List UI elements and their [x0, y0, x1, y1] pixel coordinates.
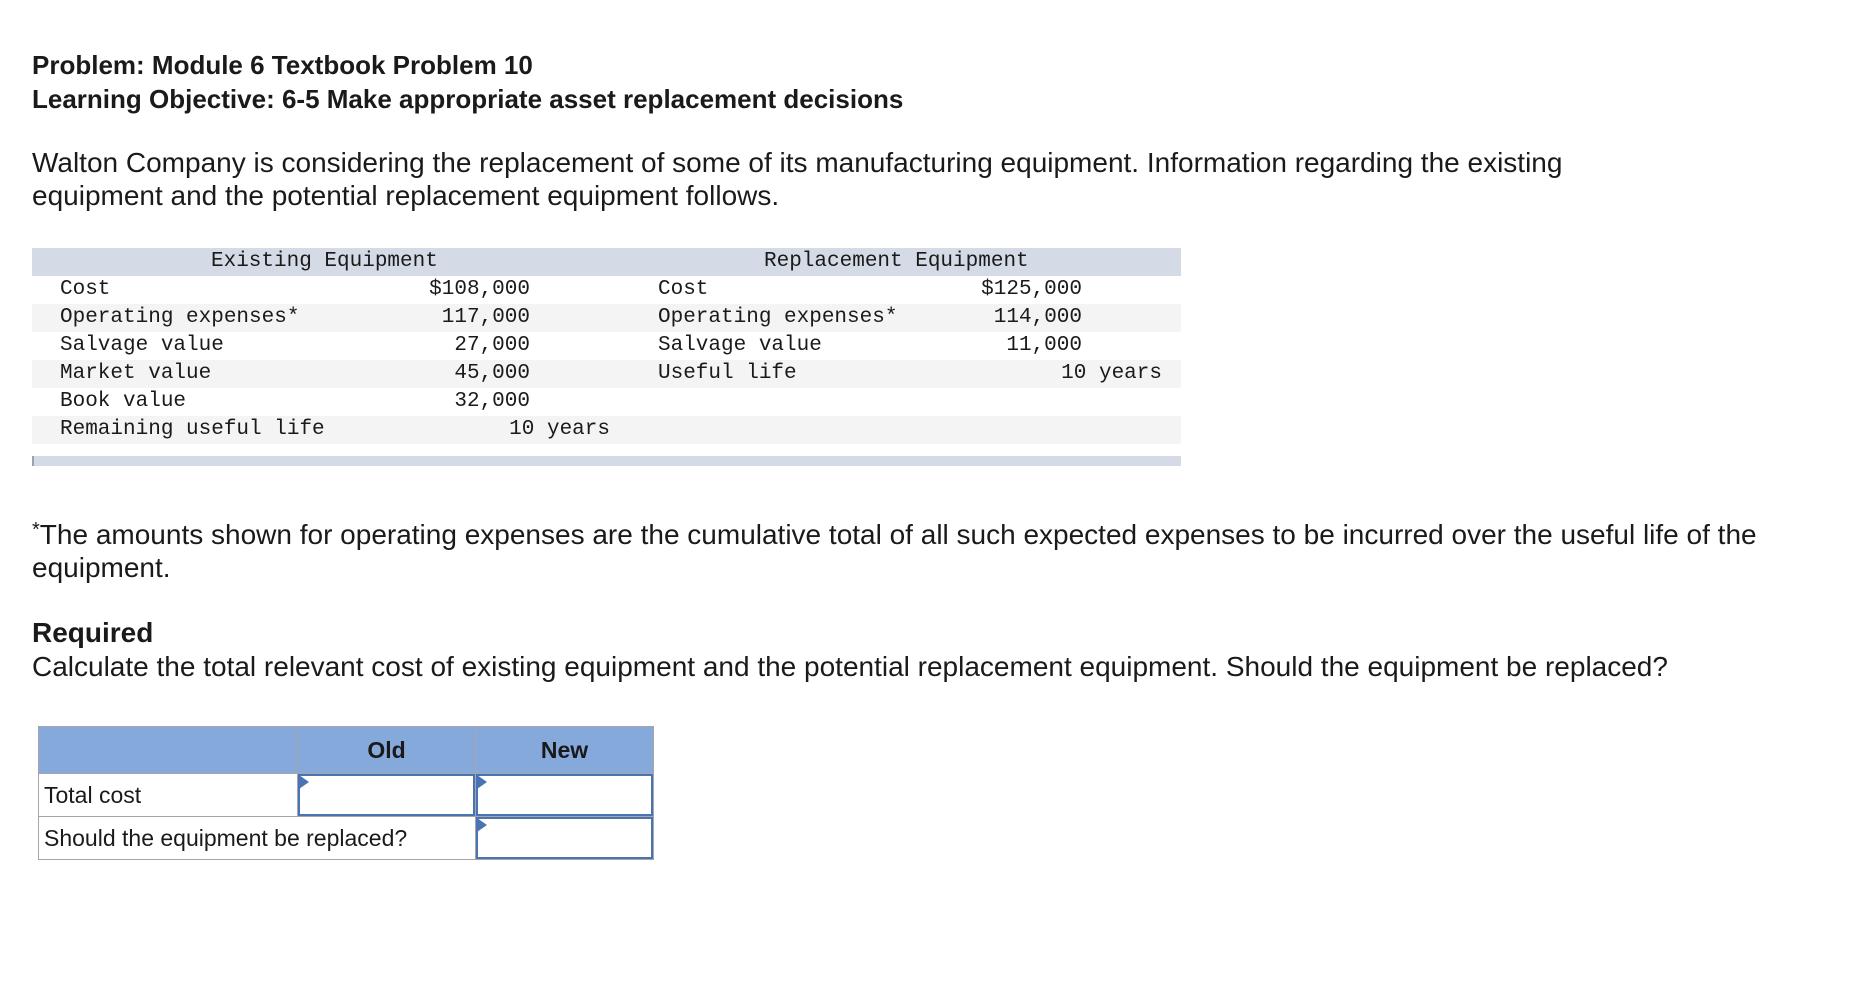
input-flag-icon	[477, 775, 487, 789]
table-row	[32, 416, 1181, 444]
existing-label: Salvage value	[60, 334, 224, 357]
replacement-label: Useful life	[658, 362, 797, 385]
table-row	[32, 332, 1181, 360]
replacement-label: Operating expenses*	[658, 306, 898, 329]
replace-answer-input[interactable]	[476, 817, 653, 859]
existing-value: 27,000	[454, 334, 530, 357]
existing-equipment-heading: Existing Equipment	[211, 250, 438, 273]
existing-label: Cost	[60, 278, 111, 301]
table-row	[32, 276, 1181, 304]
answer-header-blank	[39, 727, 298, 774]
required-title: Required	[32, 617, 154, 648]
existing-label: Book value	[60, 390, 187, 413]
replace-answer-cell	[476, 817, 654, 860]
replacement-value: 114,000	[993, 306, 1082, 329]
existing-value: $108,000	[429, 278, 530, 301]
footnote-text: The amounts shown for operating expenses are the cumulative total of all such expected expenses to be incurred over the useful life of the equipment.	[32, 519, 1757, 583]
existing-label: Operating expenses*	[60, 306, 300, 329]
learning-objective: Learning Objective: 6-5 Make appropriate asset replacement decisions	[32, 84, 904, 114]
input-flag-icon	[477, 818, 487, 832]
problem-intro: Walton Company is considering the replacement of some of its manufacturing equipment. Information regarding the existing equipment and the potential replacement equipment follows.	[32, 147, 1563, 211]
problem-title: Problem: Module 6 Textbook Problem 10	[32, 50, 533, 80]
replacement-label: Cost	[658, 278, 709, 301]
table-row	[39, 774, 654, 817]
problem-header	[32, 48, 903, 116]
table-row	[32, 388, 1181, 416]
existing-value: 45,000	[454, 362, 530, 385]
total-cost-new-cell	[476, 774, 654, 817]
total-cost-new-input[interactable]	[476, 774, 653, 816]
input-flag-icon	[299, 775, 309, 789]
existing-value: 10 years	[509, 418, 610, 441]
footnote	[32, 518, 1832, 584]
existing-value: 117,000	[441, 306, 530, 329]
table-row	[39, 817, 654, 860]
total-cost-old-input[interactable]	[298, 774, 475, 816]
replacement-value: 11,000	[1006, 334, 1082, 357]
required-text: Calculate the total relevant cost of existing equipment and the potential replacement equipment. Should the equipment be replaced?	[32, 651, 1668, 682]
total-cost-old-cell	[298, 774, 476, 817]
old-column-header: Old	[298, 727, 476, 774]
new-column-header: New	[476, 727, 654, 774]
total-cost-label: Total cost	[39, 774, 298, 817]
replacement-label: Salvage value	[658, 334, 822, 357]
table-row	[32, 360, 1181, 388]
existing-value: 32,000	[454, 390, 530, 413]
required-section	[32, 616, 1668, 684]
replacement-equipment-heading: Replacement Equipment	[764, 250, 1029, 273]
replace-question-label: Should the equipment be replaced?	[39, 817, 476, 860]
answer-table-header-row	[39, 727, 654, 774]
existing-label: Remaining useful life	[60, 418, 325, 441]
equipment-table-footer	[32, 456, 1181, 466]
table-row	[32, 304, 1181, 332]
answer-table	[38, 726, 654, 860]
existing-label: Market value	[60, 362, 212, 385]
replacement-value: $125,000	[981, 278, 1082, 301]
replacement-value: 10 years	[1061, 362, 1162, 385]
equipment-table-header	[32, 248, 1181, 276]
footnote-mark: *	[32, 519, 40, 541]
